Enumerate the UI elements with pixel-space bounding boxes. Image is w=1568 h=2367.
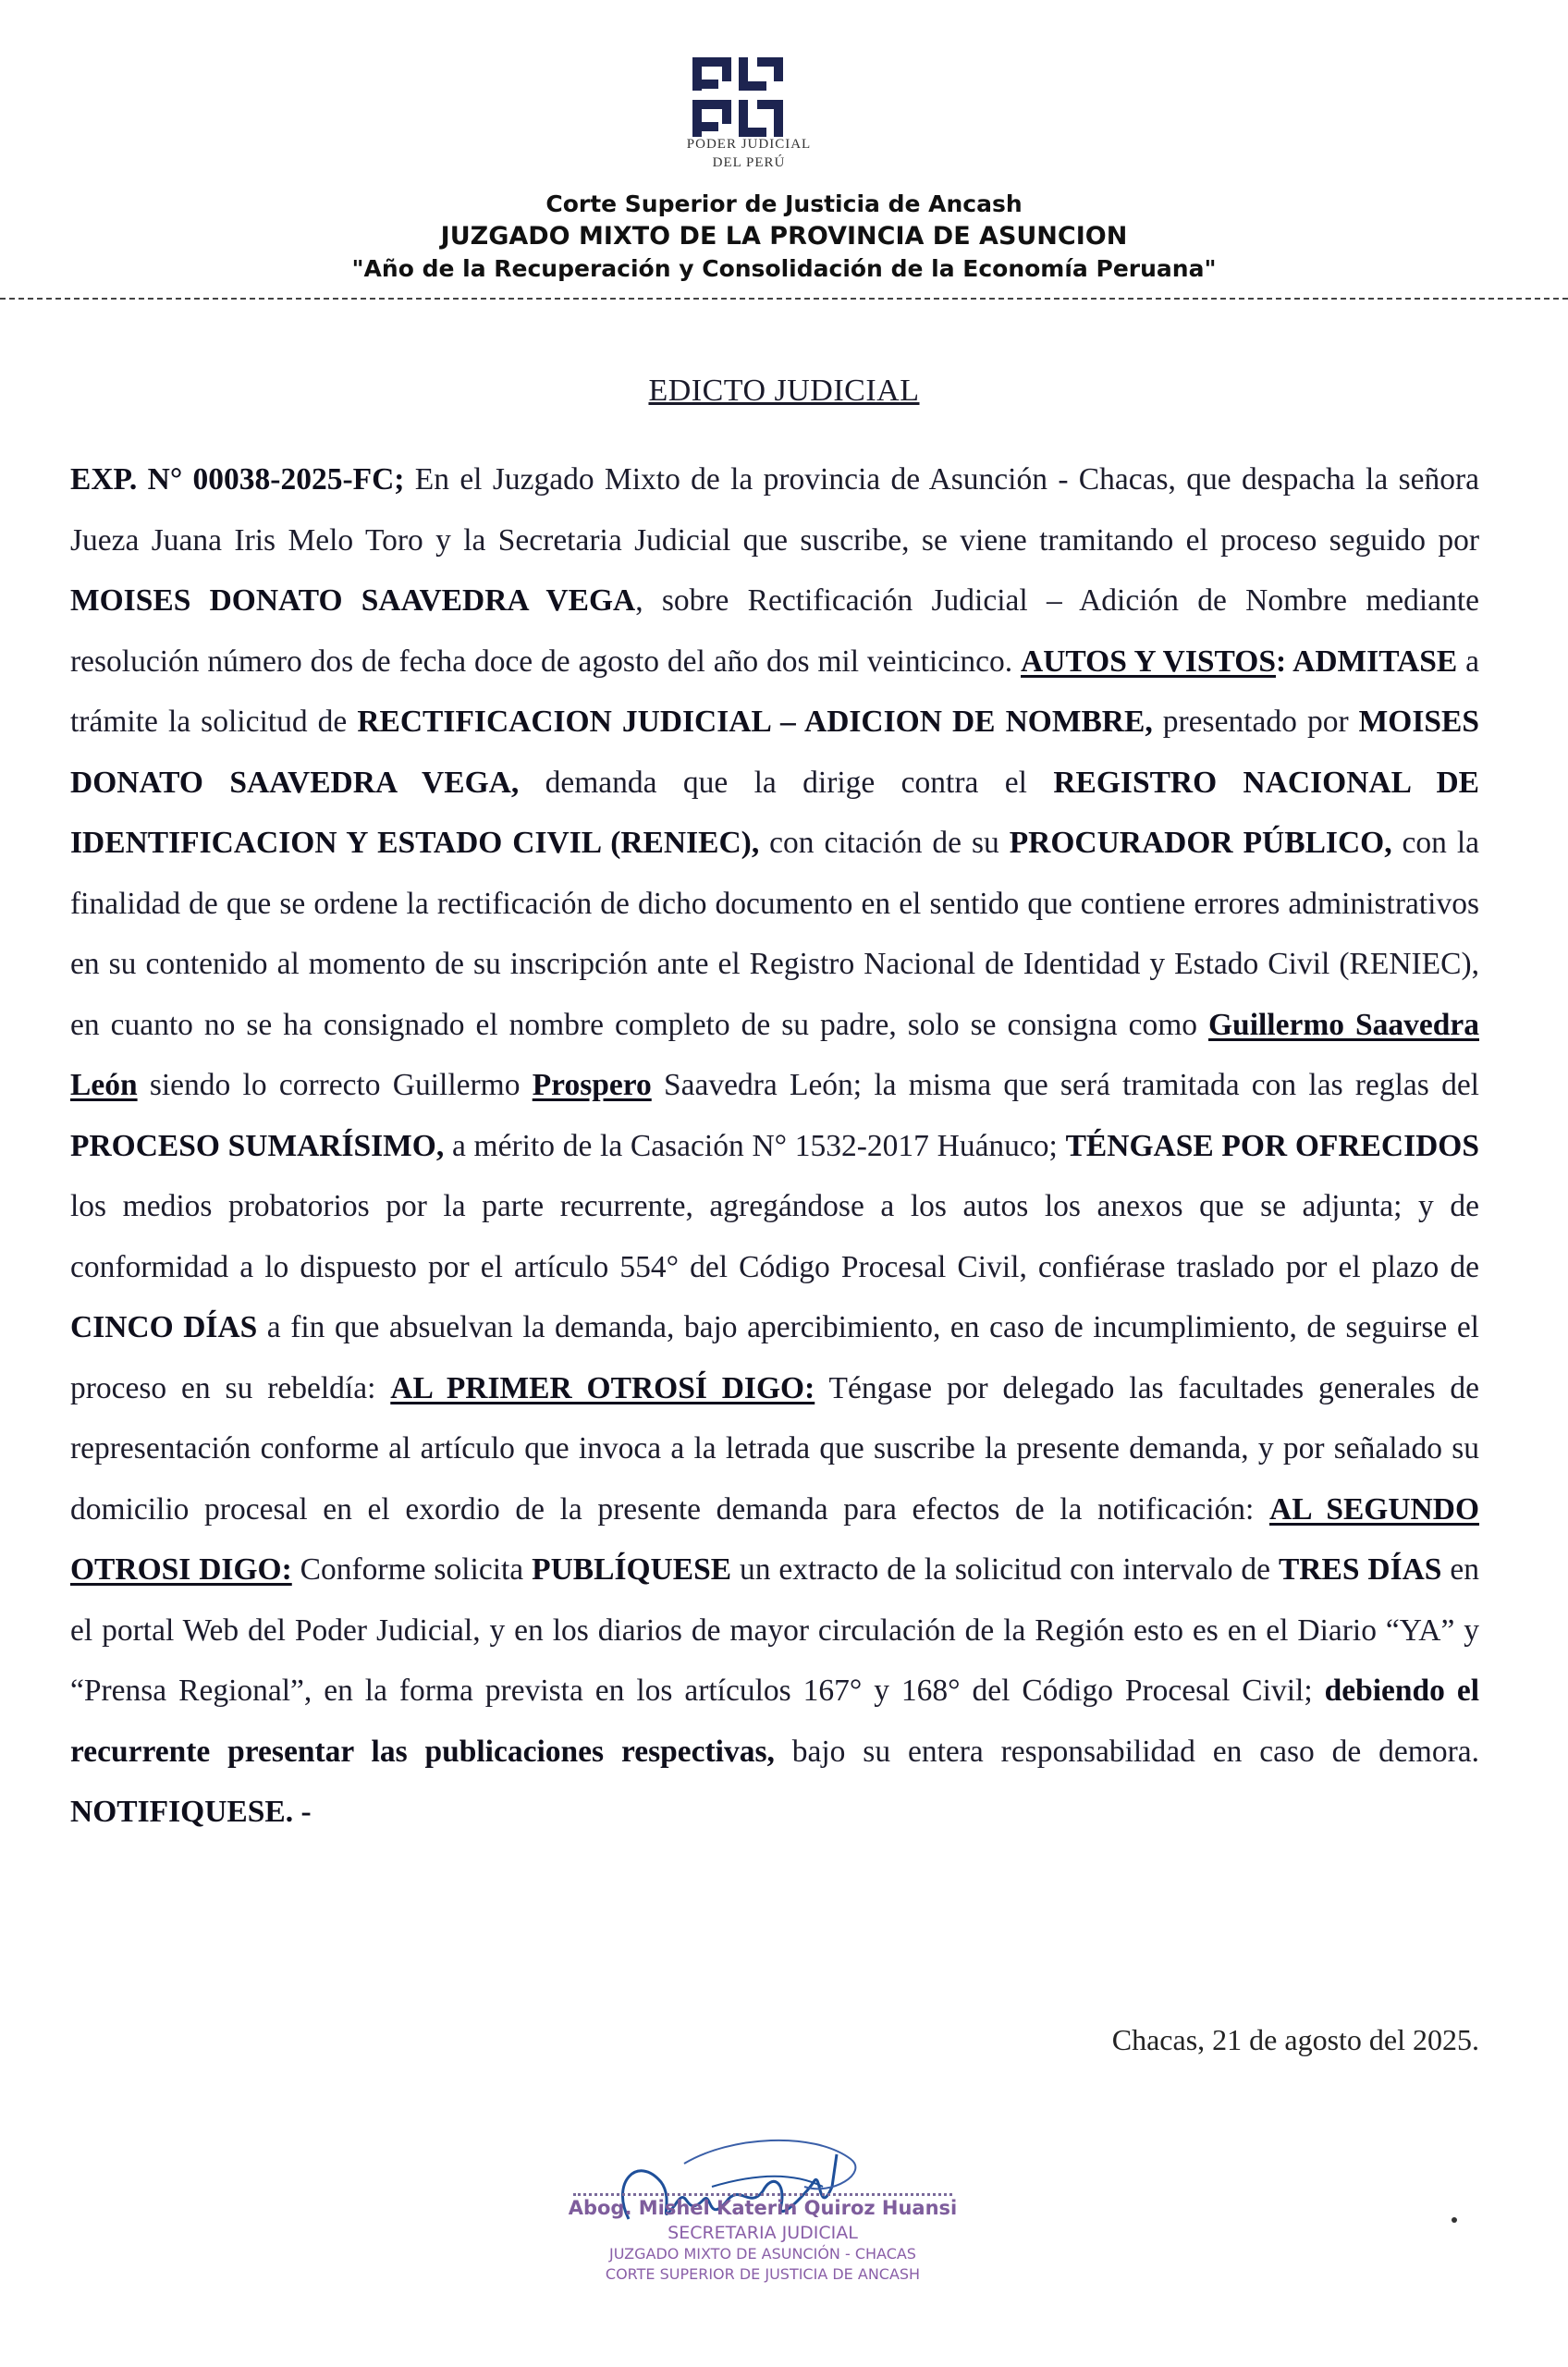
body-text: a fin que absuelvan la demanda, bajo apercibimiento, en caso de incumplimiento, de seguirse el proceso en su rebeldía: (70, 1310, 1479, 1405)
body-text: , sobre Rectificación Judicial – Adición de Nombre mediante resolución número dos de fecha doce de agosto del año dos mil veinticinco. (70, 583, 1479, 679)
body-text: a trámite la solicitud de (70, 644, 1479, 739)
body-text: Saavedra León; la misma que será tramitada con las reglas del (651, 1068, 1479, 1102)
signer-role: SECRETARIA JUDICIAL (668, 2223, 858, 2243)
emphasized-text: debiendo el recurrente presentar las publicaciones respectivas, (70, 1674, 1480, 1769)
court-unit: JUZGADO MIXTO DE LA PROVINCIA DE ASUNCION (440, 222, 1128, 251)
body-text: Téngase por delegado las facultades generales de representación conforme al artículo que invoca a la letrada que suscribe la presente demanda, y por señalado su domicilio procesal en el exordio de la presente demanda para efectos de la notificación: (70, 1370, 1479, 1527)
emphasized-text: PROCESO SUMARÍSIMO, (70, 1128, 445, 1163)
emphasized-text: CINCO DÍAS (70, 1310, 258, 1344)
logo-caption: PODER JUDICIAL (686, 137, 812, 152)
emphasized-text: NOTIFIQUESE. - (70, 1795, 312, 1829)
body-text: Conforme solicita (291, 1552, 533, 1587)
body-text: demanda que la dirige contra el (519, 765, 1054, 800)
body-text: un extracto de la solicitud con intervalo de (731, 1552, 1279, 1587)
body-text: siendo lo correcto Guillermo (137, 1068, 533, 1102)
emphasized-text: AL PRIMER OTROSÍ DIGO: (390, 1370, 815, 1405)
document-title: EDICTO JUDICIAL (648, 374, 920, 408)
emphasized-text: AL SEGUNDO OTROSI DIGO: (70, 1491, 1479, 1587)
signer-unit: JUZGADO MIXTO DE ASUNCIÓN - CHACAS (609, 2245, 916, 2263)
scan-speck (1452, 2217, 1457, 2223)
body-text: presentado por (1152, 705, 1359, 739)
emphasized-text: PROCURADOR PÚBLICO, (1009, 826, 1392, 860)
emphasized-text: EXP. N° 00038-2025-FC; (70, 462, 405, 497)
edict-body (70, 449, 1479, 1843)
emphasized-text: TÉNGASE POR OFRECIDOS (1065, 1128, 1479, 1163)
logo-caption: DEL PERÚ (712, 155, 786, 170)
body-text: con la finalidad de que se ordene la rectificación de dicho documento en el sentido que contiene errores administrativos en su contenido al momento de su inscripción ante el Registro Nacional de Identidad y Estado Civil (RENIEC), en cuanto no se ha consignado el nombre completo de su padre, solo se consigna como (70, 826, 1479, 1042)
body-text: a mérito de la Casación N° 1532-2017 Huánuco; (444, 1128, 1066, 1163)
year-motto: "Año de la Recuperación y Consolidación de la Economía Peruana" (351, 255, 1217, 282)
emphasized-text: AUTOS Y VISTOS (1021, 644, 1276, 679)
court-name: Corte Superior de Justicia de Ancash (545, 190, 1023, 217)
emphasized-text: RECTIFICACION JUDICIAL – ADICION DE NOMBRE, (357, 705, 1153, 739)
emphasized-text: MOISES DONATO SAAVEDRA VEGA (70, 583, 636, 618)
emphasized-text: MOISES DONATO SAAVEDRA VEGA, (70, 705, 1479, 800)
signer-name: Abog. Mishel Katerin Quiroz Huansi (568, 2197, 958, 2219)
body-text: En el Juzgado Mixto de la provincia de Asunción - Chacas, que despacha la señora Jueza Juana Iris Melo Toro y la Secretaria Judicial que suscribe, se viene tramitando el proceso seguido por (70, 462, 1479, 558)
body-text: en el portal Web del Poder Judicial, y en los diarios de mayor circulación de la Región esto es en el Diario “YA” y “Prensa Regional”, en la forma prevista en los artículos 167° y 168° del Código Procesal Civil; (70, 1552, 1479, 1708)
body-text: con citación de su (759, 826, 1010, 860)
header-divider (0, 298, 1568, 300)
emphasized-text: ADMITASE (1292, 644, 1458, 679)
place-date: Chacas, 21 de agosto del 2025. (1111, 2023, 1479, 2056)
emphasized-text: Prospero (532, 1068, 652, 1102)
body-text: bajo su entera responsabilidad en caso de demora. (774, 1734, 1479, 1769)
emphasized-text: Guillermo Saavedra León (70, 1007, 1479, 1102)
emphasized-text: TRES DÍAS (1278, 1552, 1442, 1587)
emphasized-text: REGISTRO NACIONAL DE IDENTIFICACION Y ESTADO CIVIL (RENIEC), (70, 765, 1480, 860)
body-text: los medios probatorios por la parte recurrente, agregándose a los autos los anexos que se adjunta; y de conformidad a lo dispuesto por el artículo 554° del Código Procesal Civil, confiérase traslado por el plazo de (70, 1189, 1479, 1284)
emphasized-text: PUBLÍQUESE (532, 1552, 732, 1587)
signature-line (573, 2193, 952, 2196)
emphasized-text: : (1275, 644, 1293, 679)
signer-court: CORTE SUPERIOR DE JUSTICIA DE ANCASH (605, 2265, 921, 2283)
poder-judicial-logo-icon (687, 54, 789, 141)
